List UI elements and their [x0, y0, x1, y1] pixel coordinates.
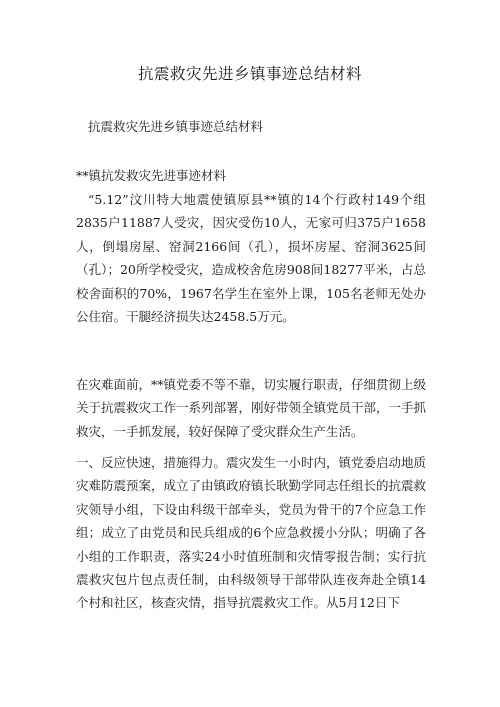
- paragraph-disaster-summary: “5.12”汶川特大地震使镇原县**镇的14个行政村149个组2835户11887人受灾，因灾受伤10人，无家可归375户1658人，倒塌房屋、窑洞2166间（孔），损坏房屋、窑洞3625间（孔）；20所学校受灾，造成校舍危房908间18277平米，占总校舍面积的70%，1967名学生在室外上课，105名老师无处办公住宿。干腿经济损失达2458.5万元。: [76, 192, 426, 325]
- document-title: 抗震救灾先进乡镇事迹总结材料: [137, 65, 362, 83]
- paragraph-party-response: 在灾难面前，**镇党委不等不靠，切实履行职责，仔细贯彻上级关于抗震救灾工作一系列部署，刚好带领全镇党员干部，一手抓救灾，一手抓发展，较好保障了受灾群众生产生活。: [76, 377, 427, 439]
- document-subtitle: 抗震救灾先进乡镇事迹总结材料: [88, 119, 264, 134]
- section-heading: **镇抗发救灾先进事迹材料: [76, 168, 227, 183]
- paragraph-quick-response: 一、反应快速，措施得力。震灾发生一小时内，镇党委启动地质灾难防震预案，成立了由镇政府镇长耿勤学同志任组长的抗震救灾领导小组，下设由科级干部牵头，党员为骨干的7个应急工作组；成立了由党员和民兵组成的6个应急救援小分队；明确了各小组的工作职责，落实24小时值班制和灾情零报告制；实行抗震救灾包片包点责任制，由科级领导干部带队连夜奔赴全镇14个村和社区，核查灾情，指导抗震救灾工作。从5月12日下: [76, 455, 427, 611]
